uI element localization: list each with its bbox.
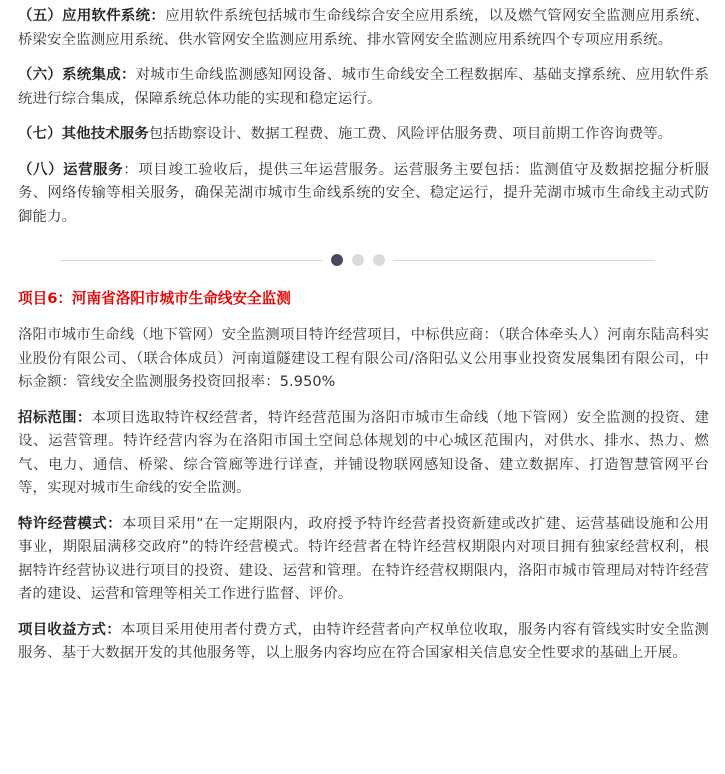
section-heading: （六）系统集成： — [18, 67, 136, 83]
project-intro: 洛阳市城市生命线（地下管网）安全监测项目特许经营项目，中标供应商：（联合体牵头人）河南东陆高科实业股份有限公司、（联合体成员）河南道隧建设工程有限公司/洛阳弘义公用事业投资发展集团有限公司，中标金额：管线安全监测服务投资回报率：5.950% — [18, 327, 709, 390]
section-system-integration — [18, 64, 709, 111]
carousel-dot-2[interactable] — [352, 254, 364, 266]
section-application-software — [18, 0, 709, 52]
section-heading: （八）运营服务 — [18, 161, 124, 178]
section-operation-services — [18, 159, 709, 230]
paragraph-text: 本项目采用“在一定期限内，政府授予特许经营者投资新建或改扩建、运营基础设施和公用事业，期限届满移交政府”的特许经营模式。特许经营者在特许经营权期限内对项目拥有独家经营权利，根据特许经营协议进行项目的投资、建设、运营和管理。在特许经营权期限内，洛阳市城市管理局对特许经营者的建设、运营和管理等相关工作进行监督、评价。 — [18, 515, 709, 602]
paragraph-heading: 项目收益方式： — [18, 621, 121, 638]
section-text: 应用软件系统包括城市生命线综合安全应用系统，以及燃气管网安全监测应用系统、桥梁安全监测应用系统、供水管网安全监测应用系统、排水管网安全监测应用系统四个专项应用系统。 — [18, 8, 709, 48]
carousel-dot-3[interactable] — [373, 254, 385, 266]
section-heading: （七）其他技术服务 — [18, 126, 149, 142]
paragraph-text: 本项目采用使用者付费方式，由特许经营者向产权单位收取，服务内容有管线实时安全监测服务、基于大数据开发的其他服务等，以上服务内容均应在符合国家相关信息安全性要求的基础上开展。 — [18, 621, 709, 661]
project-revenue-mode — [18, 619, 709, 666]
paragraph-heading: 特许经营模式： — [18, 515, 122, 532]
project-bidding-scope — [18, 407, 709, 501]
section-text: 对城市生命线监测感知网设备、城市生命线安全工程数据库、基础支撑系统、应用软件系统进行综合集成，保障系统总体功能的实现和稳定运行。 — [18, 67, 710, 107]
carousel-dot-1[interactable] — [331, 254, 343, 266]
carousel-divider — [60, 251, 655, 269]
section-heading: （五）应用软件系统： — [18, 8, 166, 24]
project-title: 项目6：河南省洛阳市城市生命线安全监测 — [18, 290, 291, 307]
section-text: 包括勘察设计、数据工程费、施工费、风险评估服务费、项目前期工作咨询费等。 — [148, 126, 673, 142]
project-franchise-mode — [18, 513, 709, 607]
section-other-services — [18, 123, 709, 147]
paragraph-heading: 招标范围： — [18, 409, 92, 426]
section-text: ：项目竣工验收后，提供三年运营服务。运营服务主要包括：监测值守及数据挖掘分析服务、网络传输等相关服务，确保芜湖市城市生命线系统的安全、稳定运行，提升芜湖市城市生命线主动式防御能力。 — [18, 161, 709, 225]
carousel-dots — [323, 254, 393, 266]
paragraph-text: 本项目选取特许权经营者，特许经营范围为洛阳市城市生命线（地下管网）安全监测的投资、建设、运营管理。特许经营内容为在洛阳市国土空间总体规划的中心城区范围内，对供水、排水、热力、燃气、电力、通信、桥梁、综合管廊等进行详查，并铺设物联网感知设备、建立数据库、打造智慧管网平台等，实现对城市生命线的安全监测。 — [18, 409, 709, 496]
